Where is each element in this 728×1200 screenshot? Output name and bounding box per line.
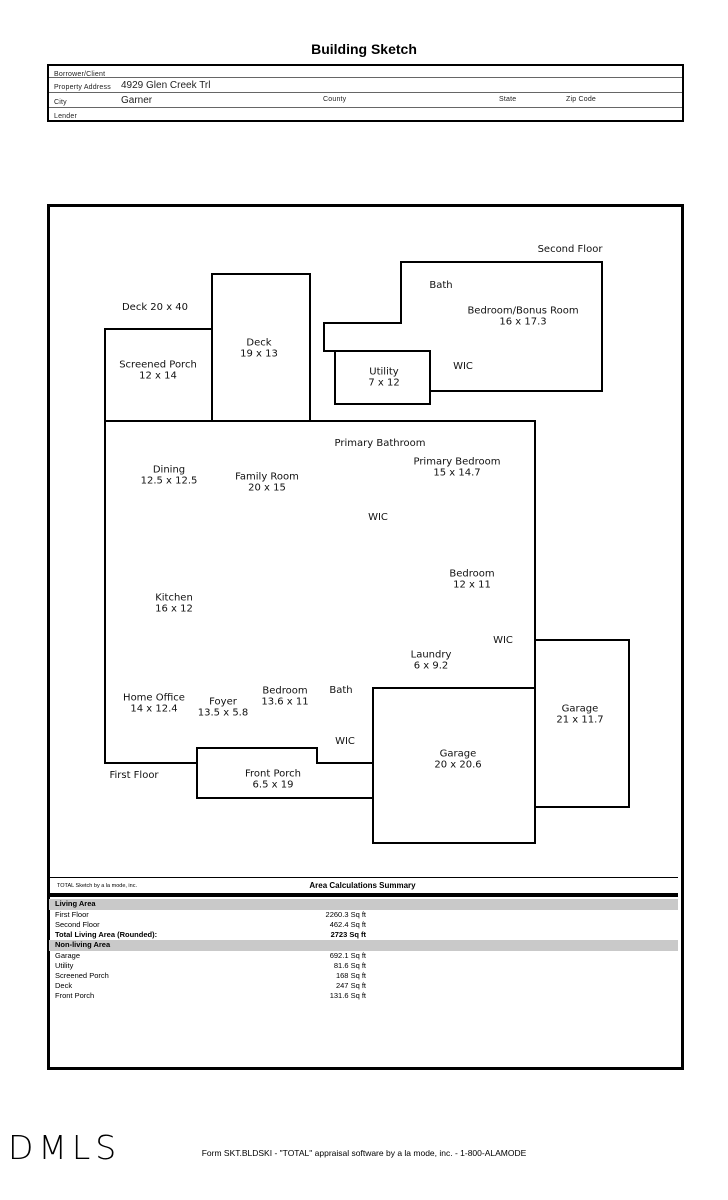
room-label-bath-first xyxy=(329,686,352,697)
row-label: Utility xyxy=(55,960,74,970)
row-value: 692.1 Sq ft xyxy=(329,950,366,960)
label-line: Laundry xyxy=(410,649,452,661)
row-label: Second Floor xyxy=(55,919,100,929)
room-label-bonus-room xyxy=(467,307,578,328)
label-line: Dining xyxy=(152,464,186,476)
lender-label: Lender xyxy=(54,113,77,120)
label-line: 13.5 x 5.8 xyxy=(197,707,249,718)
mls-logo: DMLS xyxy=(8,1128,122,1167)
room-label-wic-second xyxy=(453,362,473,373)
label-line: Foyer xyxy=(209,696,237,708)
label-line: Deck 20 x 40 xyxy=(121,301,189,313)
table-row xyxy=(49,951,678,961)
label-line: 6 x 9.2 xyxy=(413,660,449,671)
area-calculations-table xyxy=(49,899,678,1002)
row-label: Deck xyxy=(55,981,73,991)
summary-title-rule xyxy=(49,893,678,897)
label-line: 19 x 13 xyxy=(240,348,278,359)
room-label-garage-main xyxy=(434,750,481,771)
label-line: 16 x 17.3 xyxy=(499,316,547,327)
table-row xyxy=(49,961,678,971)
property-address-label: Property Address xyxy=(54,84,111,91)
label-line: WIC xyxy=(493,634,513,646)
row-label: First Floor xyxy=(55,909,89,919)
label-line: Family Room xyxy=(235,471,299,483)
room-label-kitchen xyxy=(155,594,193,615)
state-label: State xyxy=(499,96,517,103)
county-label: County xyxy=(323,96,347,103)
room-label-home-office xyxy=(123,694,185,715)
label-line: Garage xyxy=(561,703,599,715)
label-line: First Floor xyxy=(109,769,159,781)
label-line: Primary Bathroom xyxy=(334,437,426,449)
label-line: Home Office xyxy=(123,692,185,704)
label-line: Utility xyxy=(369,366,399,378)
room-label-family-room xyxy=(235,473,299,494)
total-living-area-row xyxy=(49,930,678,940)
room-label-dining xyxy=(141,466,198,487)
room-label-deck-note xyxy=(122,303,188,314)
label-line: Screened Porch xyxy=(119,359,197,371)
living-area-header: Living Area xyxy=(49,899,678,910)
label-line: Primary Bedroom xyxy=(413,456,501,468)
table-row xyxy=(49,910,678,920)
sketch-software-credit: TOTAL Sketch by a la mode, inc. xyxy=(57,883,137,889)
label-line: 6.5 x 19 xyxy=(252,779,294,790)
label-line: Garage xyxy=(439,748,477,760)
room-label-wic-main xyxy=(368,513,388,524)
label-line: Bedroom xyxy=(449,568,495,580)
label-line: 13.6 x 11 xyxy=(261,696,309,707)
label-line: Second Floor xyxy=(537,243,603,255)
room-label-foyer xyxy=(198,698,248,719)
label-line: Bedroom xyxy=(262,685,308,697)
room-label-bath-second xyxy=(429,281,452,292)
room-label-laundry xyxy=(411,651,452,672)
label-line: WIC xyxy=(368,511,388,523)
label-line: 12 x 11 xyxy=(453,579,491,590)
table-row xyxy=(49,971,678,981)
label-line: 20 x 20.6 xyxy=(434,759,482,770)
label-line: Bedroom/Bonus Room xyxy=(467,305,579,317)
room-label-wic-porch xyxy=(335,737,355,748)
label-line: WIC xyxy=(453,360,473,372)
label-line: 12.5 x 12.5 xyxy=(140,475,198,486)
room-label-utility xyxy=(368,368,399,389)
form-footer-text: Form SKT.BLDSKI - "TOTAL" appraisal software by a la mode, inc. - 1-800-ALAMODE xyxy=(201,1148,527,1158)
summary-top-divider xyxy=(49,877,678,878)
label-line: WIC xyxy=(335,735,355,747)
room-label-bedroom-13x11 xyxy=(261,687,308,708)
row-value: 131.6 Sq ft xyxy=(329,991,366,1001)
label-line: Bath xyxy=(429,279,453,291)
label-line: Bath xyxy=(329,684,353,696)
room-label-garage-side xyxy=(556,705,603,726)
row-label: Front Porch xyxy=(55,991,95,1001)
label-line: Front Porch xyxy=(245,768,301,780)
room-label-front-porch xyxy=(245,770,301,791)
row-value: 247 Sq ft xyxy=(335,981,366,991)
property-address-value: 4929 Glen Creek Trl xyxy=(121,80,211,91)
label-line: 21 x 11.7 xyxy=(556,714,604,725)
label-line: 7 x 12 xyxy=(368,377,400,388)
page-title: Building Sketch xyxy=(311,41,417,57)
row-label: Garage xyxy=(55,950,81,960)
first-floor-title xyxy=(109,771,158,782)
room-label-primary-bedroom xyxy=(413,458,500,479)
row-label: Total Living Area (Rounded): xyxy=(55,929,158,939)
label-line: 14 x 12.4 xyxy=(130,703,178,714)
label-line: 12 x 14 xyxy=(139,370,177,381)
row-value: 81.6 Sq ft xyxy=(333,960,366,970)
label-line: Deck xyxy=(246,337,272,349)
row-value: 2723 Sq ft xyxy=(330,929,366,939)
borrower-label: Borrower/Client xyxy=(54,71,106,78)
zip-label: Zip Code xyxy=(566,96,597,103)
nonliving-area-header: Non-living Area xyxy=(49,940,678,951)
row-value: 2260.3 Sq ft xyxy=(325,909,366,919)
room-label-bedroom-12x11 xyxy=(449,570,494,591)
label-line: Kitchen xyxy=(155,592,193,604)
table-row xyxy=(49,920,678,930)
room-label-primary-bathroom xyxy=(335,439,426,450)
row-label: Screened Porch xyxy=(55,970,109,980)
city-label: City xyxy=(54,99,67,106)
label-line: 16 x 12 xyxy=(155,603,193,614)
room-label-screened-porch xyxy=(119,361,197,382)
table-row xyxy=(49,981,678,991)
city-value: Garner xyxy=(121,95,153,106)
summary-title: Area Calculations Summary xyxy=(309,881,416,890)
label-line: 15 x 14.7 xyxy=(433,467,481,478)
room-label-deck xyxy=(240,339,278,360)
room-label-wic-right xyxy=(493,636,513,647)
row-value: 168 Sq ft xyxy=(335,970,366,980)
table-row xyxy=(49,991,678,1001)
label-line: 20 x 15 xyxy=(248,482,286,493)
row-value: 462.4 Sq ft xyxy=(329,919,366,929)
second-floor-title xyxy=(538,245,603,256)
